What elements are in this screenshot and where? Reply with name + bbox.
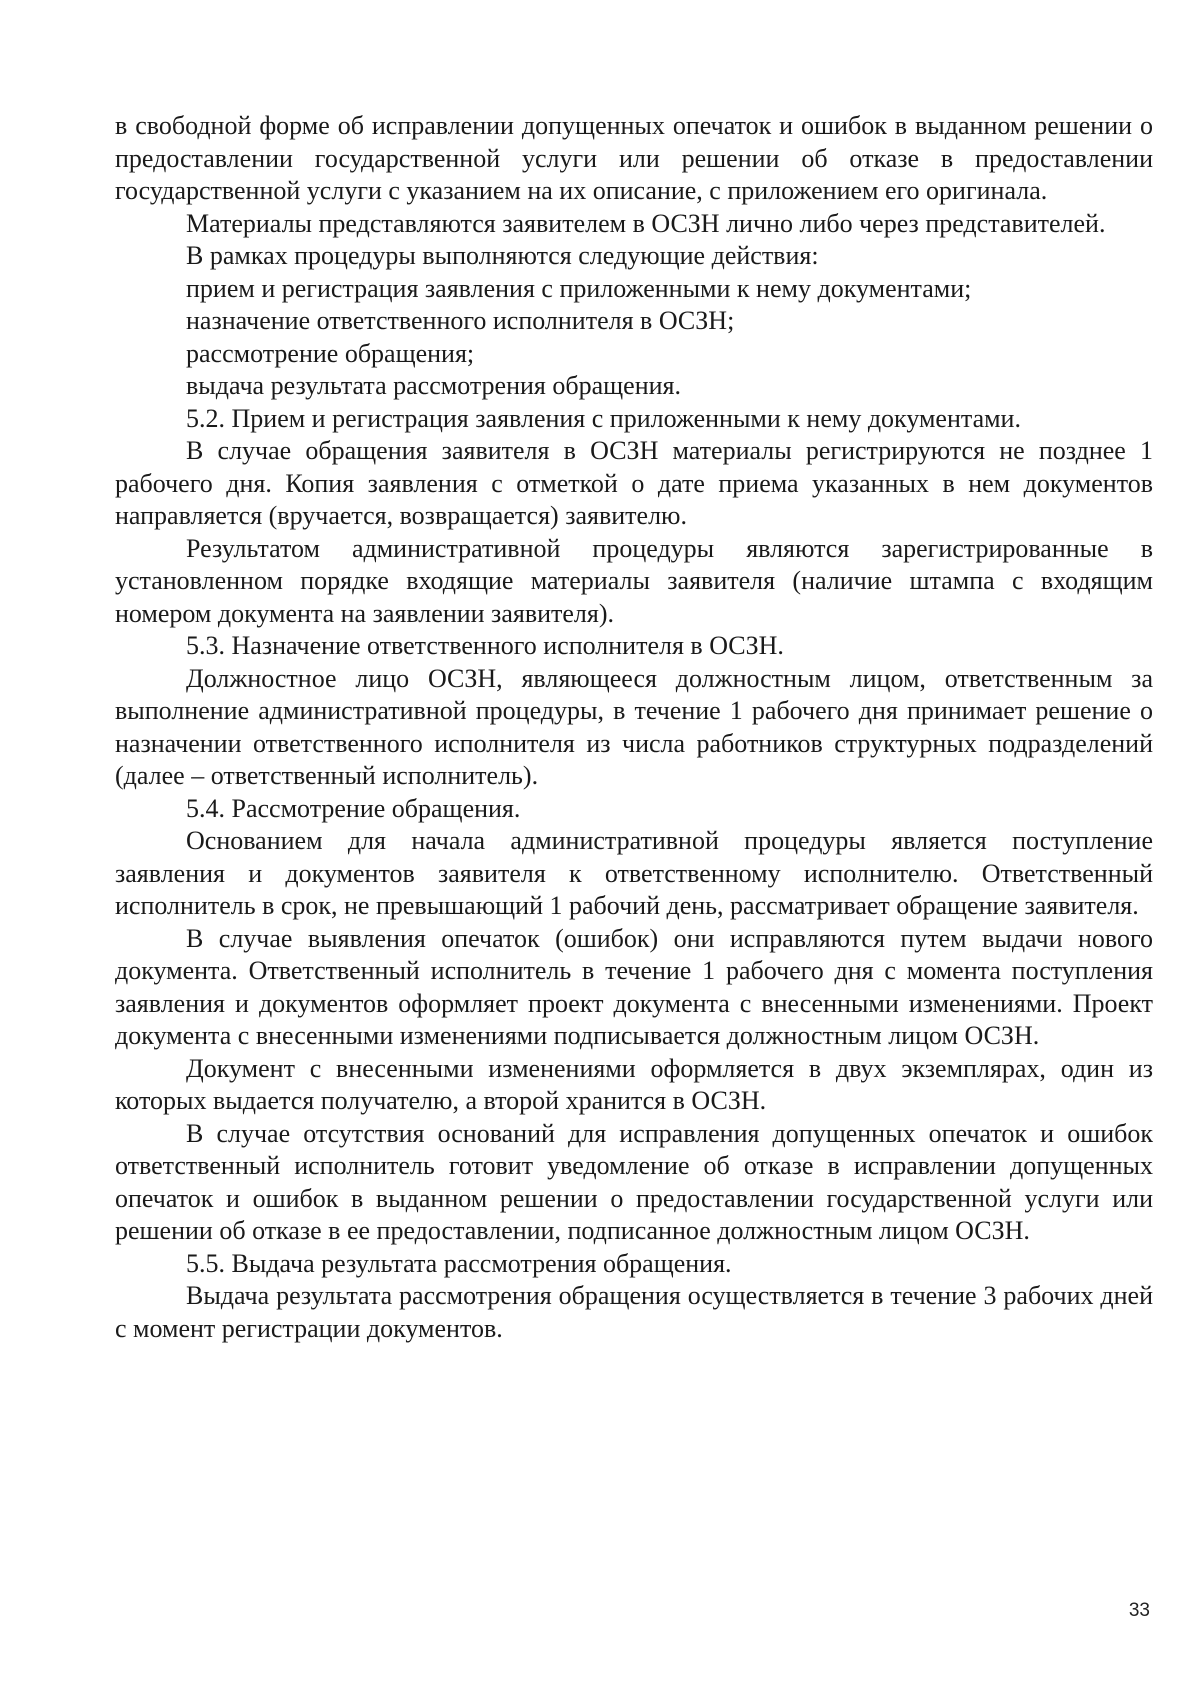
page-number: 33	[1128, 1600, 1150, 1621]
section-heading: 5.5. Выдача результата рассмотрения обращения.	[186, 1248, 732, 1278]
paragraph: Должностное лицо ОСЗН, являющееся должностным лицом, ответственным за выполнение административной процедуры, в течение 1 рабочего дня принимает решение о назначении ответственного исполнителя из числа работников структурных подразделений (далее – ответственный исполнитель).	[115, 663, 1153, 790]
paragraph: Материалы представляются заявителем в ОСЗН лично либо через представителей.	[186, 208, 1106, 238]
paragraph: Основанием для начала административной процедуры является поступление заявления и документов заявителя к ответственному исполнителю. Ответственный исполнитель в срок, не превышающий 1 рабочий день, рассматривает обращение заявителя.	[115, 826, 1153, 920]
list-item: назначение ответственного исполнителя в ОСЗН;	[186, 306, 735, 335]
document-body	[115, 110, 1153, 1345]
list-item: выдача результата рассмотрения обращения.	[186, 371, 681, 400]
list-item: прием и регистрация заявления с приложенными к нему документами;	[186, 273, 972, 303]
section-heading: 5.3. Назначение ответственного исполнителя в ОСЗН.	[186, 631, 784, 660]
paragraph: Результатом административной процедуры являются зарегистрированные в установленном порядке входящие материалы заявителя (наличие штампа с входящим номером документа на заявлении заявителя).	[115, 533, 1153, 628]
paragraph: Выдача результата рассмотрения обращения осуществляется в течение 3 рабочих дней с момент регистрации документов.	[115, 1281, 1153, 1343]
section-heading: 5.4. Рассмотрение обращения.	[186, 793, 521, 823]
list-item: рассмотрение обращения;	[186, 338, 475, 368]
paragraph: В рамках процедуры выполняются следующие действия:	[186, 241, 819, 270]
section-heading: 5.2. Прием и регистрация заявления с приложенными к нему документами.	[186, 403, 1021, 433]
paragraph: в свободной форме об исправлении допущенных опечаток и ошибок в выданном решении о предоставлении государственной услуги или решении об отказе в предоставлении государственной услуги с указанием на их описание, с приложением его оригинала.	[115, 111, 1153, 205]
paragraph: Документ с внесенными изменениями оформляется в двух экземплярах, один из которых выдается получателю, а второй хранится в ОСЗН.	[115, 1053, 1153, 1115]
paragraph: В случае обращения заявителя в ОСЗН материалы регистрируются не позднее 1 рабочего дня. Копия заявления с отметкой о дате приема указанных в нем документов направляется (вручается, возвращается) заявителю.	[115, 436, 1153, 530]
paragraph: В случае отсутствия оснований для исправления допущенных опечаток и ошибок ответственный исполнитель готовит уведомление об отказе в исправлении допущенных опечаток и ошибок в выданном решении о предоставлении государственной услуги или решении об отказе в ее предоставлении, подписанное должностным лицом ОСЗН.	[115, 1118, 1153, 1245]
paragraph: В случае выявления опечаток (ошибок) они исправляются путем выдачи нового документа. Ответственный исполнитель в течение 1 рабочего дня с момента поступления заявления и документов оформляет проект документа с внесенными изменениями. Проект документа с внесенными изменениями подписывается должностным лицом ОСЗН.	[115, 923, 1153, 1050]
